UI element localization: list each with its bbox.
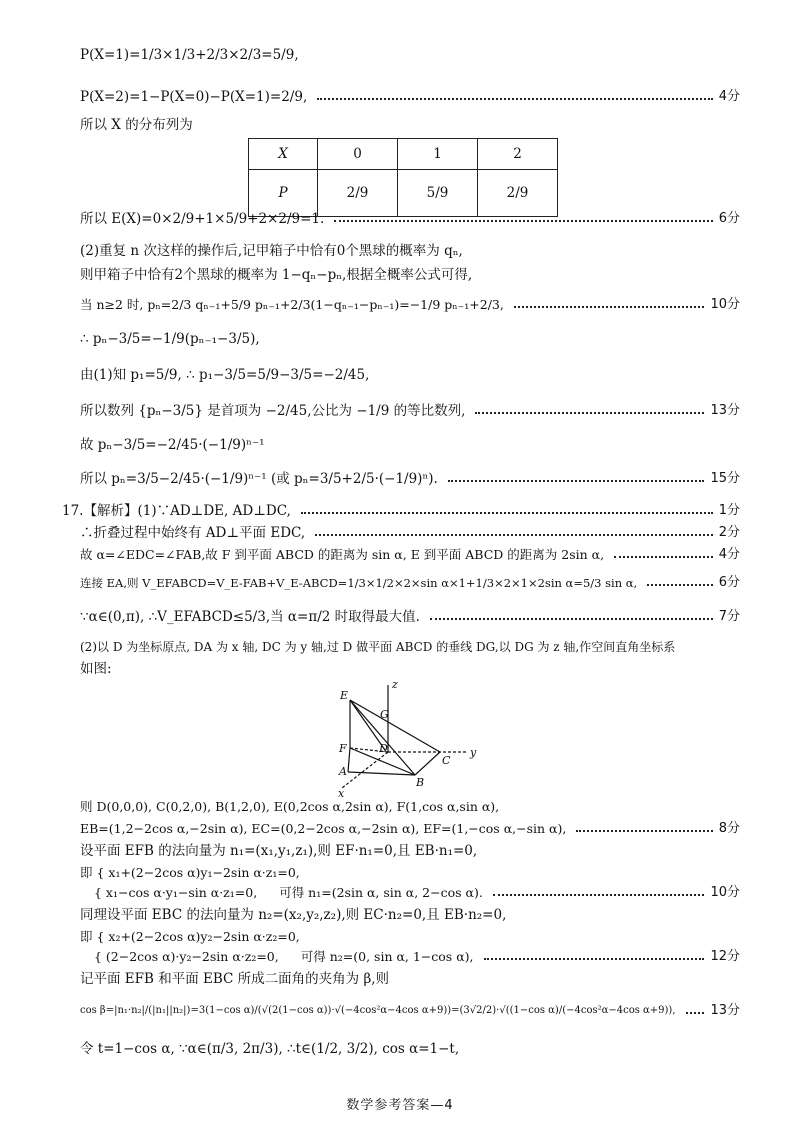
line-dist-intro: 所以 X 的分布列为 bbox=[80, 117, 193, 133]
table-row-label: P bbox=[249, 170, 318, 217]
score: 4分 bbox=[718, 89, 740, 104]
line-q17-beta: 记平面 EFB 和平面 EBC 所成二面角的夹角为 β,则 bbox=[80, 971, 390, 987]
geometry-figure bbox=[330, 680, 480, 800]
line-p-x2: P(X=2)=1−P(X=0)−P(X=1)=2/9, 4分 bbox=[80, 89, 740, 105]
edge-bc bbox=[415, 752, 440, 775]
table-cell: 2/9 bbox=[318, 170, 398, 217]
label-e: E bbox=[340, 689, 349, 702]
line-q17-cosbeta: cos β=|n₁·n₂|/(|n₁||n₂|)=3(1−cos α)/(√(2(1−cos α))·√(−4cos²α−4cos α+9))=(3√2/2)·√((1−cos α)/(−4cos²α−4cos α+9)), 13分 bbox=[80, 1003, 740, 1018]
table-cell: 5/9 bbox=[398, 170, 478, 217]
line-general-a: 故 pₙ−3/5=−2/45·(−1/9)ⁿ⁻¹ bbox=[80, 437, 265, 453]
line-part2-a: (2)重复 n 次这样的操作后,记甲箱子中恰有0个黑球的概率为 qₙ, bbox=[80, 243, 463, 259]
line-transform: ∴ pₙ−3/5=−1/9(pₙ₋₁−3/5), bbox=[80, 331, 260, 347]
edge-ec bbox=[350, 700, 440, 752]
label-y: y bbox=[470, 746, 477, 759]
line-q17-5: ∵α∈(0,π), ∴V_EFABCD≤5/3,当 α=π/2 时取得最大值. 7分 bbox=[80, 609, 740, 625]
edge-ab bbox=[348, 772, 415, 775]
line-p1: 由(1)知 p₁=5/9, ∴ p₁−3/5=5/9−3/5=−2/45, bbox=[80, 367, 370, 383]
edge-fa bbox=[348, 748, 350, 772]
table-header-cell: 2 bbox=[478, 139, 558, 170]
line-q17-3: 故 α=∠EDC=∠FAB,故 F 到平面 ABCD 的距离为 sin α, E 到平面 ABCD 的距离为 2sin α, 4分 bbox=[80, 547, 740, 562]
line-q17-2: ∴折叠过程中始终有 AD⊥平面 EDC, 2分 bbox=[80, 525, 740, 541]
line-q17-sys2b: { (2−2cos α)·y₂−2sin α·z₂=0, 可得 n₂=(0, sin α, 1−cos α), 12分 bbox=[94, 949, 740, 964]
line-expectation: 所以 E(X)=0×2/9+1×5/9+2×2/9=1. 6分 bbox=[80, 211, 740, 227]
line-q17-sys2a: 即 { x₂+(2−2cos α)y₂−2sin α·z₂=0, bbox=[80, 929, 300, 944]
table-header-cell: X bbox=[249, 139, 318, 170]
line-q17-coords: 则 D(0,0,0), C(0,2,0), B(1,2,0), E(0,2cos α,2sin α), F(1,cos α,sin α), bbox=[80, 799, 500, 814]
label-z: z bbox=[392, 680, 398, 691]
label-g: G bbox=[380, 708, 389, 721]
line-q17-vectors: EB=(1,2−2cos α,−2sin α), EC=(0,2−2cos α,−2sin α), EF=(1,−cos α,−sin α), 8分 bbox=[80, 821, 740, 836]
label-a: A bbox=[339, 765, 347, 778]
label-c: C bbox=[442, 754, 451, 767]
label-b: B bbox=[416, 776, 425, 789]
label-d: D bbox=[379, 742, 388, 755]
line-p-x1: P(X=1)=1/3×1/3+2/3×2/3=5/9, bbox=[80, 47, 299, 63]
page-footer: 数学参考答案—4 bbox=[346, 1098, 454, 1113]
label-x: x bbox=[338, 787, 345, 800]
line-q17-sys1a: 即 { x₁+(2−2cos α)y₁−2sin α·z₁=0, bbox=[80, 865, 300, 880]
line-general-b: 所以 pₙ=3/5−2/45·(−1/9)ⁿ⁻¹ (或 pₙ=3/5+2/5·(−1/9)ⁿ). 15分 bbox=[80, 471, 740, 487]
line-q17-7: 如图: bbox=[80, 661, 112, 677]
line-recurrence: 当 n≥2 时, pₙ=2/3 qₙ₋₁+5/9 pₙ₋₁+2/3(1−qₙ₋₁−pₙ₋₁)=−1/9 pₙ₋₁+2/3, 10分 bbox=[80, 297, 740, 312]
label-f: F bbox=[339, 742, 347, 755]
line-q17-sys1b: { x₁−cos α·y₁−sin α·z₁=0, 可得 n₁=(2sin α, sin α, 2−cos α). 10分 bbox=[94, 885, 740, 900]
line-q17-6: (2)以 D 为坐标原点, DA 为 x 轴, DC 为 y 轴,过 D 做平面 ABCD 的垂线 DG,以 DG 为 z 轴,作空间直角坐标系 bbox=[80, 640, 676, 654]
line-q17-4: 连接 EA,则 V_EFABCD=V_E-FAB+V_E-ABCD=1/3×1/2×2×sin α×1+1/3×2×1×2sin α=5/3 sin α, 6分 bbox=[80, 575, 740, 590]
line-q17-sub: 令 t=1−cos α, ∵α∈(π/3, 2π/3), ∴t∈(1/2, 3/2), cos α=1−t, bbox=[80, 1041, 460, 1057]
table-header-cell: 1 bbox=[398, 139, 478, 170]
table-header-cell: 0 bbox=[318, 139, 398, 170]
line-q17-n1: 设平面 EFB 的法向量为 n₁=(x₁,y₁,z₁),则 EF·n₁=0,且 EB·n₁=0, bbox=[80, 843, 478, 859]
line-q17-n2: 同理设平面 EBC 的法向量为 n₂=(x₂,y₂,z₂),则 EC·n₂=0,且 EB·n₂=0, bbox=[80, 907, 507, 923]
line-q17-1: 17.【解析】(1)∵AD⊥DE, AD⊥DC, 1分 bbox=[62, 503, 740, 519]
line-part2-b: 则甲箱子中恰有2个黑球的概率为 1−qₙ−pₙ,根据全概率公式可得, bbox=[80, 267, 473, 283]
table-cell: 2/9 bbox=[478, 170, 558, 217]
distribution-table bbox=[248, 138, 558, 217]
line-geometric: 所以数列 {pₙ−3/5} 是首项为 −2/45,公比为 −1/9 的等比数列, 13分 bbox=[80, 403, 740, 419]
